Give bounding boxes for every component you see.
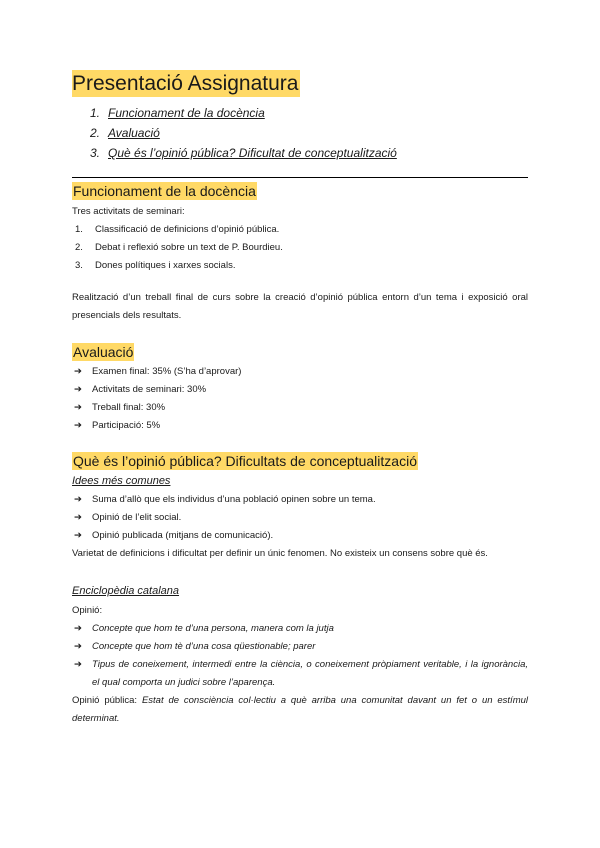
arrow-icon: ➔ — [74, 512, 82, 523]
opinio-definitions-list — [72, 620, 528, 692]
list-item: ➔ Concepte que hom tè d’una cosa qüestionable; parer — [72, 638, 528, 656]
arrow-icon: ➔ — [74, 420, 82, 431]
section-enciclopedia-body — [72, 583, 528, 728]
page-title: Presentació Assignatura — [72, 72, 299, 95]
definitions-paragraph: Varietat de definicions i dificultat per definir un únic fenomen. No existeix un consens sobre què és. — [72, 548, 488, 559]
toc-item[interactable]: 3. Què és l’opinió pública? Dificultat de conceptualització — [90, 146, 397, 160]
list-item: ➔ Concepte que hom te d’una persona, manera com la jutja — [72, 620, 528, 638]
opinio-publica-definition: Opinió pública: Estat de consciència col·lectiu a què arriba una comunitat davant un fet o un estímul determinat. — [72, 695, 528, 724]
list-item: 1. Classificació de definicions d’opinió pública. — [75, 224, 280, 235]
list-item: ➔ Opinió de l’elit social. — [72, 509, 528, 527]
arrow-icon: ➔ — [74, 384, 82, 395]
list-item: ➔ Activitats de seminari: 30% — [72, 381, 528, 399]
section-avaluacio-body — [72, 363, 528, 435]
toc-link-avaluacio[interactable]: Avaluació — [108, 126, 160, 140]
arrow-icon: ➔ — [74, 494, 82, 505]
list-item: ➔ Examen final: 35% (S’ha d’aprovar) — [72, 363, 528, 381]
arrow-icon: ➔ — [74, 623, 82, 634]
arrow-icon: ➔ — [74, 659, 82, 670]
opinio-label: Opinió: — [72, 605, 103, 616]
intro-text: Tres activitats de seminari: — [72, 206, 185, 217]
section-opinio-body — [72, 473, 528, 563]
arrow-icon: ➔ — [74, 402, 82, 413]
toc-link-funcionament[interactable]: Funcionament de la docència — [108, 106, 265, 120]
section-heading-funcionament: Funcionament de la docència — [73, 183, 256, 199]
list-item: ➔ Suma d’allò que els individus d’una població opinen sobre un tema. — [72, 491, 528, 509]
subheading-idees: Idees més comunes — [72, 475, 171, 487]
section-funcionament-paragraph: Realització d’un treball final de curs sobre la creació d’opinió pública entorn d’un tema i exposició oral presencials dels resultats. — [72, 292, 528, 321]
seminar-activities-list — [72, 221, 528, 275]
toc-link-opinio-publica[interactable]: Què és l’opinió pública? Dificultat de conceptualització — [108, 146, 397, 160]
section-funcionament-body — [72, 203, 528, 275]
table-of-contents — [90, 103, 397, 163]
section-heading-opinio-publica: Què és l’opinió pública? Dificultats de conceptualització — [73, 453, 417, 469]
arrow-icon: ➔ — [74, 641, 82, 652]
list-item: ➔ Treball final: 30% — [72, 399, 528, 417]
arrow-icon: ➔ — [74, 366, 82, 377]
evaluation-list — [72, 363, 528, 435]
list-item: ➔ Tipus de coneixement, intermedi entre la ciència, o coneixement pròpiament veritable, i la ignorància, el qual comporta un judici sobre l’aparença. — [72, 656, 528, 692]
section-heading-avaluacio: Avaluació — [73, 344, 134, 360]
subheading-enciclopedia: Enciclopèdia catalana — [72, 585, 180, 597]
list-item: ➔ Participació: 5% — [72, 417, 528, 435]
arrow-icon: ➔ — [74, 530, 82, 541]
common-ideas-list — [72, 491, 528, 545]
toc-item[interactable]: 1. Funcionament de la docència — [90, 106, 265, 120]
list-item: ➔ Opinió publicada (mitjans de comunicació). — [72, 527, 528, 545]
horizontal-divider — [72, 177, 528, 178]
toc-item[interactable]: 2. Avaluació — [90, 126, 160, 140]
list-item: 3. Dones polítiques i xarxes socials. — [75, 260, 236, 271]
list-item: 2. Debat i reflexió sobre un text de P. Bourdieu. — [75, 242, 283, 253]
